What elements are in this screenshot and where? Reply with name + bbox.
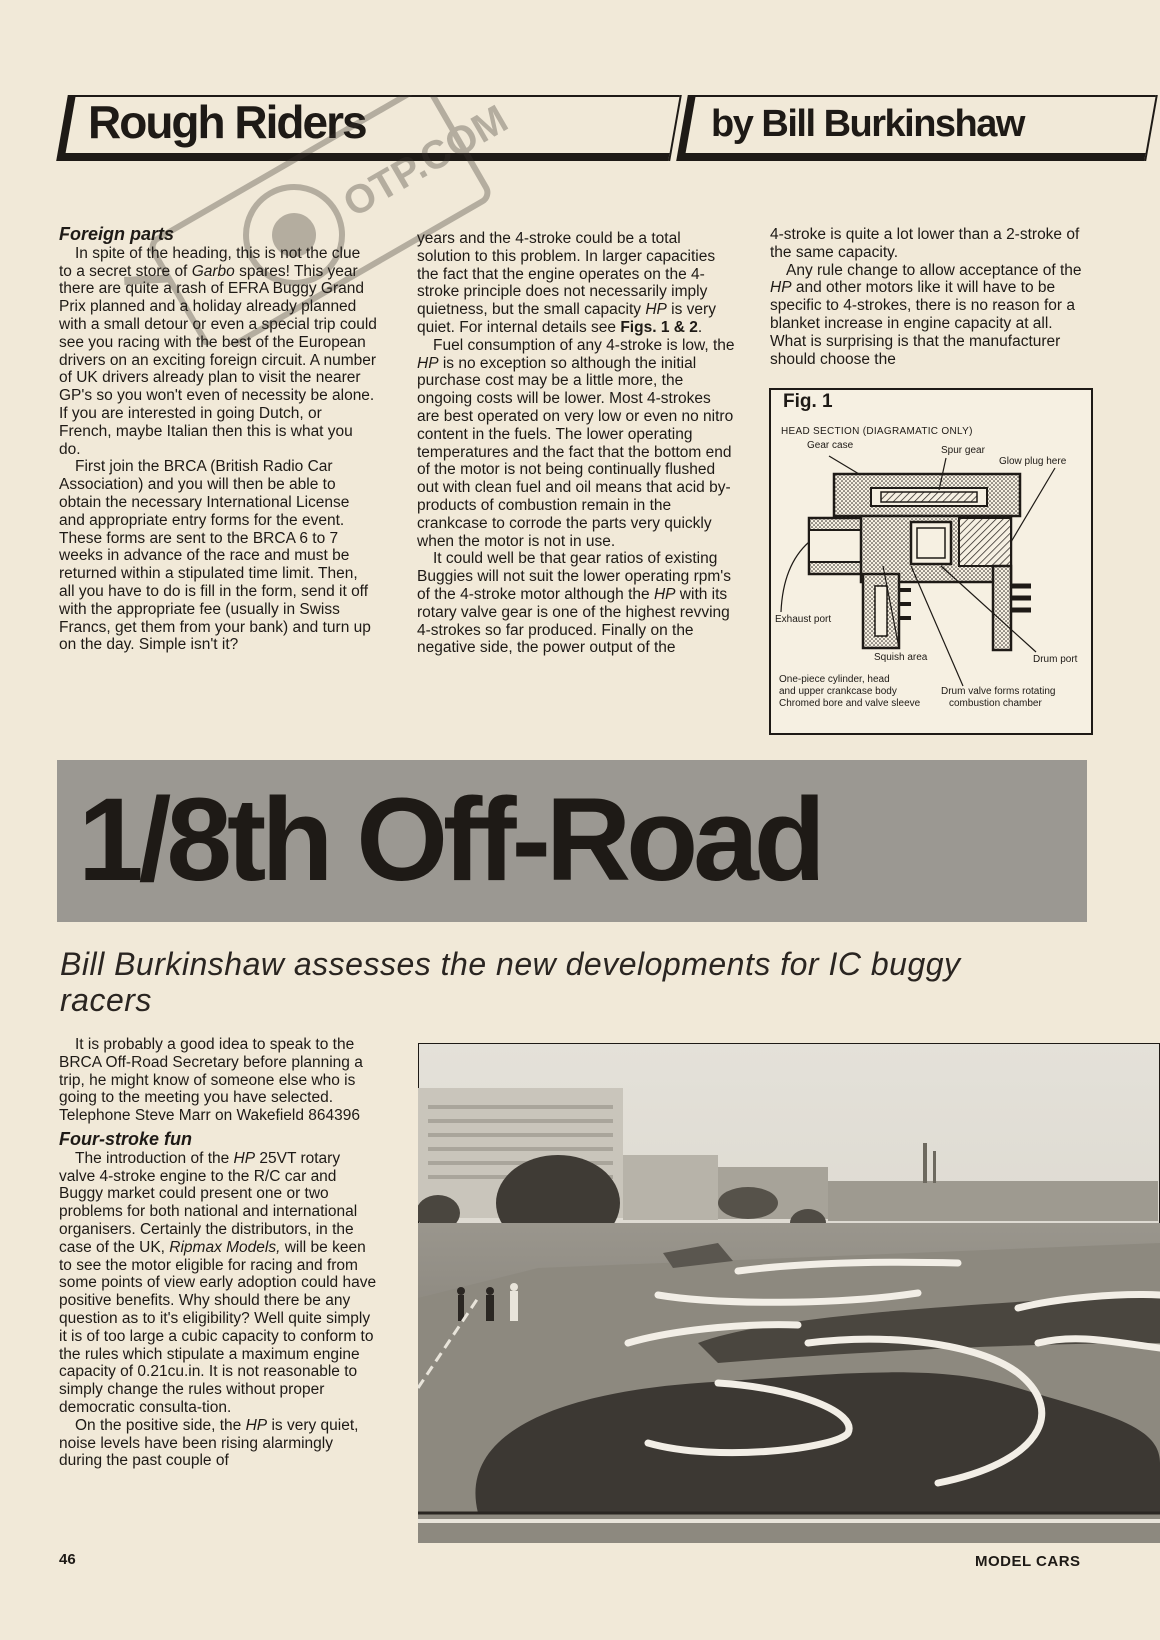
figure-title: Fig. 1 [783,391,833,412]
label-spur-gear: Spur gear [941,445,985,456]
article-column-3 [770,226,1092,368]
label-drum-port: Drum port [1033,654,1078,665]
label-squish-area: Squish area [874,652,928,663]
paragraph: Any rule change to allow acceptance of the HP and other motors like it will have to be specific to 4-strokes, there is no reason for a blanket increase in engine capacity at all. What is surprising is that the manufacturer should choose the [770,261,1082,368]
magazine-name: MODEL CARS [975,1553,1081,1570]
article-column-2 [417,230,735,657]
paragraph: 4-stroke is quite a lot lower than a 2-stroke of the same capacity. [770,226,1080,261]
paragraph: Fuel consumption of any 4-stroke is low, the HP is no exception so although the initial purchase cost may be a little more, the ongoing costs will be lower. Most 4-strokes are best operated on very low or even no nitro content in the fuels. The lower operating temperatures and the fact that the bottom end of the motor is not being continually flushed out with clean fuel and oil means that acid by-products of combustion remain in the crankcase to corrode the parts very quickly when the motor is not in use. [417,336,735,550]
article-column-1 [59,226,377,654]
paragraph: In spite of the heading, this is not the clue to a secret store of Garbo spares! This year there are quite a rash of EFRA Buggy Grand Prix planned and a holiday already planned with a small detour or even a special trip could see you racing with the best of the European drivers on an exciting foreign circuit. A number of UK drivers already plan to visit the nearer GP's so you won't even of necessity be alone. If you are interested in going Dutch, or French, maybe Italian then this is what you do. [59,244,377,458]
paragraph: On the positive side, the HP is very quiet, noise levels have been rising alarmingly during the past couple of [59,1416,359,1470]
paragraph: It is probably a good idea to speak to the BRCA Off-Road Secretary before planning a trip, he might know of someone else who is going to the meeting you have selected. Telephone Steve Marr on Wakefield 864396 [59,1036,363,1125]
section-heading-four-stroke-fun: Four-stroke fun [59,1128,192,1149]
standfirst: Bill Burkinshaw assesses the new developments for IC buggy racers [60,946,961,1018]
byline: by Bill Burkinshaw [711,103,1024,145]
paragraph: The introduction of the HP 25VT rotary valve 4-stroke engine to the R/C car and Buggy market could present one or two problems for both national and international organisers. Certainly the distributors, in the case of the UK, Ripmax Models, will be keen to see the motor eligible for racing and from some points of view early adoption could have positive benefits. Why should there be any question as to it's eligibility? Well quite simply it is of too large a cubic capacity to conform to the rules which stipulate a maximum engine capacity of 0.21cu.in. It is not reasonable to simply change the rules without proper democratic consulta-tion. [59,1149,377,1416]
label-gear-case: Gear case [807,440,854,451]
paragraph: It could well be that gear ratios of existing Buggies will not suit the lower operating rpm's of the 4-stroke motor although the HP with its rotary valve gear is one of the highest revving 4-strokes so far produced. Finally on the negative side, the power output of the [417,550,731,657]
label-drum-valve: Drum valve forms rotating combustion chamber [941,686,1056,709]
watermark-text: OTP.COM [335,96,516,226]
label-glow-plug: Glow plug here [999,456,1067,467]
column-title: Rough Riders [88,96,366,148]
figure-subtitle: HEAD SECTION (DIAGRAMATIC ONLY) [781,426,973,437]
track-photo [418,1043,1160,1543]
label-one-piece-cylinder: One-piece cylinder, head and upper crankcase body Chromed bore and valve sleeve [779,674,921,709]
article-column-4 [59,1036,377,1470]
main-headline: 1/8th Off-Road [78,774,821,906]
label-exhaust-port: Exhaust port [775,614,832,625]
section-heading-foreign-parts: Foreign parts [59,224,175,244]
figure-1-head-section [769,388,1093,735]
page-number: 46 [59,1551,76,1568]
paragraph: years and the 4-stroke could be a total solution to this problem. In larger capacities the fact that the engine operates on the 4-stroke principle does not necessarily imply quietness, but the small capacity HP is very quiet. For internal details see Figs. 1 & 2. [417,230,716,336]
paragraph: First join the BRCA (British Radio Car Association) and you will then be able to obtain the necessary International License and appropriate entry forms for the event. These forms are sent to the BRCA 6 to 7 weeks in advance of the race and must be returned within a stipulated time limit. Then, all you have to do is fill in the form, send it off with the appropriate fee (usually in Swiss Francs, get them from your bank) and turn up on the day. Simple isn't it? [59,458,371,654]
